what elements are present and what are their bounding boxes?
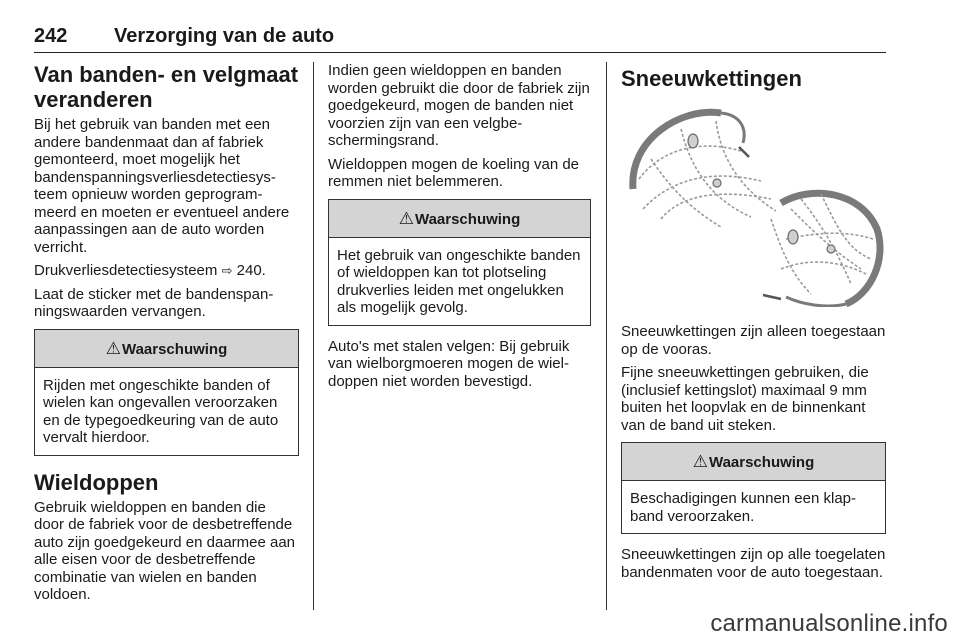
page-header [34, 22, 886, 53]
page-reference-link[interactable]: 240. [236, 262, 266, 279]
paragraph: Auto's met stalen velgen: Bij gebruik van wielborgmoeren mogen de wieldoppen niet worden bevestigd. [328, 337, 570, 390]
paragraph: Laat de sticker met de bandenspanningswaarden vervangen. [34, 285, 274, 320]
warning-text: Het gebruik van ongeschikte banden of wieldoppen kan tot plotseling drukverlies leiden met ongelukken als mogelijk gevolg. [337, 246, 581, 316]
warning-triangle-icon: ⚠ [692, 452, 708, 471]
page-number: 242 [34, 25, 68, 47]
snow-chain-illustration [621, 99, 886, 307]
warning-title: Waarschuwing [121, 340, 228, 358]
column-middle [328, 62, 591, 396]
page-reference-arrow-icon: ⇨ [221, 263, 233, 278]
header-title: Verzorging van de auto [114, 25, 335, 47]
paragraph: Wieldoppen mogen de koeling van de remmen niet belemmeren. [328, 155, 580, 190]
paragraph: Fijne sneeuwkettingen gebruiken, die (inclusief kettingslot) maximaal 9 mm buiten het loopvlak en de binnenkant van de band uit steken. [621, 364, 869, 434]
warning-header [35, 330, 298, 368]
column-divider [606, 62, 607, 610]
paragraph: Sneeuwkettingen zijn op alle toegelaten bandenmaten voor de auto toegestaan. [621, 546, 886, 581]
column-left [34, 62, 299, 610]
paragraph-cross-reference [34, 262, 299, 280]
warning-title: Waarschuwing [414, 210, 521, 228]
warning-box [34, 329, 299, 456]
warning-triangle-icon: ⚠ [398, 208, 414, 228]
warning-box [328, 199, 591, 326]
warning-triangle-icon: ⚠ [105, 338, 121, 358]
paragraph: Indien geen wieldoppen en banden worden gebruikt die door de fabriek zijn goedgekeurd, mogen de banden niet voorzien zijn van een velgbeschermingsrand. [328, 62, 590, 149]
column-right [621, 62, 886, 587]
paragraph: Sneeuwkettingen zijn alleen toegestaan op de vooras. [621, 323, 886, 358]
paragraph: Bij het gebruik van banden met een andere bandenmaat dan af fabriek gemonteerd, moet mogelijk het bandenspanningsverliesdetectiesysteem opnieuw worden geprogrammeerd en moeten er eventueel andere aanpassingen aan de auto worden verricht. [34, 116, 290, 256]
section-heading: Van banden- en velgmaat veranderen [34, 62, 299, 112]
warning-header [329, 200, 590, 238]
paragraph: Gebruik wieldoppen en banden die door de fabriek voor de desbetreffende auto zijn goedgekeurd en daarmee aan alle eisen voor de desbetreffende combinatie van wielen en banden voldoen. [34, 498, 296, 603]
watermark: carmanualsonline.info [710, 610, 948, 637]
warning-text: Beschadigingen kunnen een klapband veroorzaken. [630, 490, 857, 525]
column-divider [313, 62, 314, 610]
warning-text: Rijden met ongeschikte banden of wielen kan ongevallen veroorzaken en de typegoedkeuring van de auto vervalt hierdoor. [43, 376, 279, 446]
section-heading: Sneeuwkettingen [621, 66, 802, 91]
paragraph-text: Drukverliesdetectiesysteem [34, 262, 218, 279]
section-heading: Wieldoppen [34, 469, 159, 495]
warning-title: Waarschuwing [708, 454, 815, 471]
warning-box [621, 442, 886, 534]
warning-header [622, 443, 885, 481]
